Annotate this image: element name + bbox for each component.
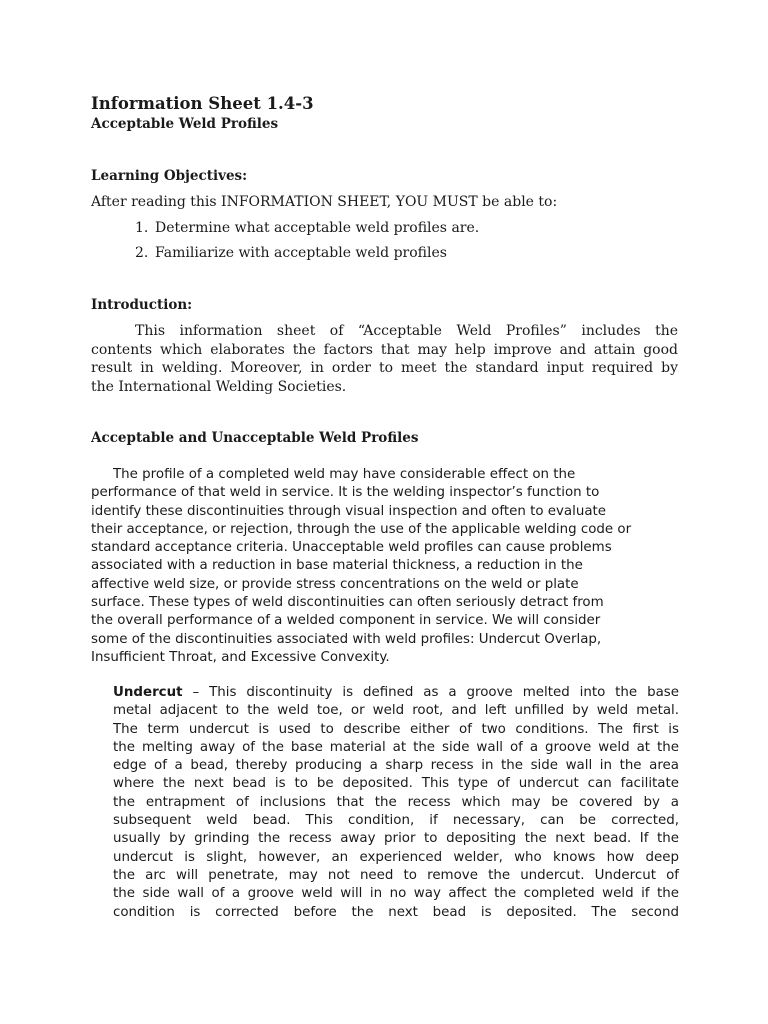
- paragraph-line: some of the discontinuities associated with weld profiles: Undercut Overlap,: [91, 631, 602, 647]
- weld-profiles-heading: Acceptable and Unacceptable Weld Profiles: [91, 430, 419, 446]
- paragraph-line: the entrapment of inclusions that the recess which may be covered by a: [113, 794, 679, 810]
- paragraph-line: usually by grinding the recess away prior to depositing the next bead. If the: [113, 831, 679, 847]
- paragraph-line: The term undercut is used to describe either of two conditions. The first is: [113, 721, 679, 737]
- undercut-paragraph: [113, 684, 679, 922]
- paragraph-line: identify these discontinuities through visual inspection and often to evaluate: [91, 503, 607, 519]
- introduction-paragraph: [91, 322, 678, 396]
- paragraph-line: condition is corrected before the next bead is deposited. The second: [113, 904, 679, 920]
- paragraph-line: result in welding. Moreover, in order to meet the standard input required by: [91, 360, 678, 376]
- paragraph-line: affective weld size, or provide stress concentrations on the weld or plate: [91, 576, 579, 592]
- paragraph-line: their acceptance, or rejection, through the use of the applicable welding code or: [91, 521, 632, 537]
- page-title: Information Sheet 1.4-3: [91, 94, 314, 113]
- paragraph-line: the melting away of the base material at the side wall of a groove weld at the: [113, 739, 679, 755]
- objective-item: [135, 245, 447, 261]
- paragraph-line: contents which elaborates the factors that may help improve and attain good: [91, 341, 678, 358]
- paragraph-line: This information sheet of “Acceptable Weld Profiles” includes the: [135, 323, 678, 339]
- paragraph-line: performance of that weld in service. It is the welding inspector’s function to: [91, 485, 600, 501]
- objective-text: Determine what acceptable weld profiles are.: [155, 220, 480, 236]
- paragraph-line: surface. These types of weld discontinuities can often seriously detract from: [91, 595, 604, 611]
- paragraph-line: [113, 684, 679, 702]
- objective-item: [135, 220, 479, 236]
- paragraph-line: The profile of a completed weld may have considerable effect on the: [113, 467, 576, 482]
- learning-objectives-heading: Learning Objectives:: [91, 168, 248, 184]
- undercut-term: Undercut: [113, 685, 183, 700]
- weld-profiles-paragraph: [91, 466, 691, 667]
- undercut-first-line: – This discontinuity is defined as a groove melted into the base: [182, 685, 679, 700]
- page-subtitle: Acceptable Weld Profiles: [91, 116, 279, 132]
- paragraph-line: the overall performance of a welded component in service. We will consider: [91, 613, 601, 629]
- paragraph-line: metal adjacent to the weld toe, or weld root, and left unfilled by weld metal.: [113, 703, 679, 719]
- paragraph-line: where the next bead is to be deposited. This type of undercut can facilitate: [113, 776, 679, 792]
- introduction-heading: Introduction:: [91, 297, 193, 313]
- paragraph-line: undercut is slight, however, an experienced welder, who knows how deep: [113, 849, 679, 865]
- learning-objectives-intro: After reading this INFORMATION SHEET, YOU MUST be able to:: [91, 194, 558, 210]
- paragraph-line: edge of a bead, thereby producing a sharp recess in the side wall in the area: [113, 758, 679, 774]
- paragraph-line: the International Welding Societies.: [91, 378, 347, 395]
- paragraph-line: the arc will penetrate, may not need to remove the undercut. Undercut of: [113, 867, 679, 883]
- objective-number: 1.: [135, 220, 149, 236]
- objective-number: 2.: [135, 245, 149, 261]
- paragraph-line: associated with a reduction in base material thickness, a reduction in the: [91, 558, 583, 574]
- paragraph-line: standard acceptance criteria. Unacceptable weld profiles can cause problems: [91, 540, 612, 556]
- objective-text: Familiarize with acceptable weld profiles: [155, 245, 447, 261]
- paragraph-line: subsequent weld bead. This condition, if necessary, can be corrected,: [113, 813, 679, 829]
- paragraph-line: Insufficient Throat, and Excessive Convexity.: [91, 649, 390, 665]
- paragraph-line: the side wall of a groove weld will in no way affect the completed weld if the: [113, 886, 679, 902]
